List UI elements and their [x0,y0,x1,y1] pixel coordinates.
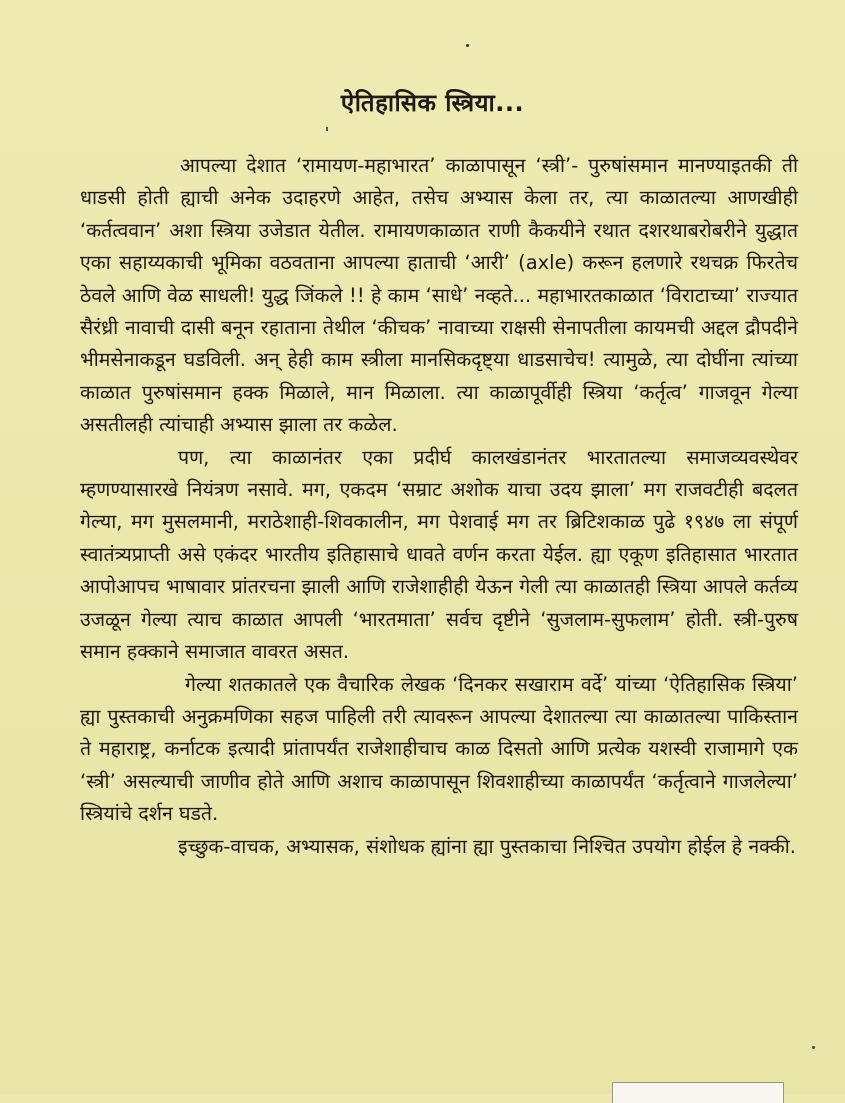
article-body [80,150,798,863]
print-speck [466,44,469,47]
paragraph-4: इच्छुक-वाचक, अभ्यासक, संशोधक ह्यांना ह्या पुस्तकाचा निश्चित उपयोग होईल हे नक्की. [178,834,796,858]
paragraph-3: गेल्या शतकातले एक वैचारिक लेखक ‘दिनकर सखाराम वर्दे’ यांच्या ‘ऐतिहासिक स्त्रिया’ ह्या पुस्तकाची अनुक्रमणिका सहज पाहिली तरी त्यावरून आपल्या देशातल्या त्या काळातल्या पाकिस्तान ते महाराष्ट्र, कर्नाटक इत्यादी प्रांतापर्यंत राजेशाहीचाच काळ दिसतो आणि प्रत्येक यशस्वी राजामागे एक ‘स्त्री’ असल्याची जाणीव होते आणि अशाच काळापासून शिवशाहीच्या काळापर्यंत ‘कर्तृत्वाने गाजलेल्या’ स्त्रियांचे दर्शन घडते. [80,672,798,826]
page-title: ऐतिहासिक स्त्रिया... [340,89,525,117]
page-corner-label [612,1082,784,1103]
print-speck [326,127,328,131]
paragraph-2: पण, त्या काळानंतर एका प्रदीर्घ कालखंडानंतर भारतातल्या समाजव्यवस्थेवर म्हणण्यासारखे नियंत्रण नसावे. मग, एकदम ‘सम्राट अशोक याचा उदय झाला’ मग राजवटीही बदलत गेल्या, मग मुसलमानी, मराठेशाही-शिवकालीन, मग पेशवाई मग तर ब्रिटिशकाळ पुढे १९४७ ला संपूर्ण स्वातंत्र्यप्राप्ती असे एकंदर भारतीय इतिहासाचे धावते वर्णन करता येईल. ह्या एकूण इतिहासात भारतात आपोआपच भाषावार प्रांतरचना झाली आणि राजेशाहीही येऊन गेली त्या काळातही स्त्रिया आपले कर्तव्य उजळून गेल्या त्याच काळात आपली ‘भारतमाता’ सर्वच दृष्टीने ‘सुजलाम-सुफलाम’ होती. स्त्री-पुरुष समान हक्काने समाजात वावरत असत. [80,445,798,664]
print-speck [812,1046,815,1049]
paragraph-1: आपल्या देशात ‘रामायण-महाभारत’ काळापासून ‘स्त्री’- पुरुषांसमान मानण्याइतकी ती धाडसी होती ह्याची अनेक उदाहरणे आहेत, तसेच अभ्यास केला तर, त्या काळातल्या आणखीही ‘कर्तत्ववान’ अशा स्त्रिया उजेडात येतील. रामायणकाळात राणी कैकयीने रथात दशरथाबरोबरीने युद्धात एका सहाय्यकाची भूमिका वठवताना आपल्या हाताची ‘आरी’ (axle) करून हलणारे रथचक्र फिरतेच ठेवले आणि वेळ साधली! युद्ध जिंकले !! हे काम ‘साधे’ नव्हते... महाभारतकाळात ‘विराटाच्या’ राज्यात सैरंध्री नावाची दासी बनून रहाताना तेथील ‘कीचक’ नावाच्या राक्षसी सेनापतीला कायमची अद्दल द्रौपदीने भीमसेनाकडून घडविली. अन् हेही काम स्त्रीला मानसिकदृष्ट्या धाडसाचेच! त्यामुळे, त्या दोघींना त्यांच्या काळात पुरुषांसमान हक्क मिळाले, मान मिळाला. त्या काळापूर्वीही स्त्रिया ‘कर्तृत्व’ गाजवून गेल्या असतीलही त्यांचाही अभ्यास झाला तर कळेल. [80,154,798,437]
